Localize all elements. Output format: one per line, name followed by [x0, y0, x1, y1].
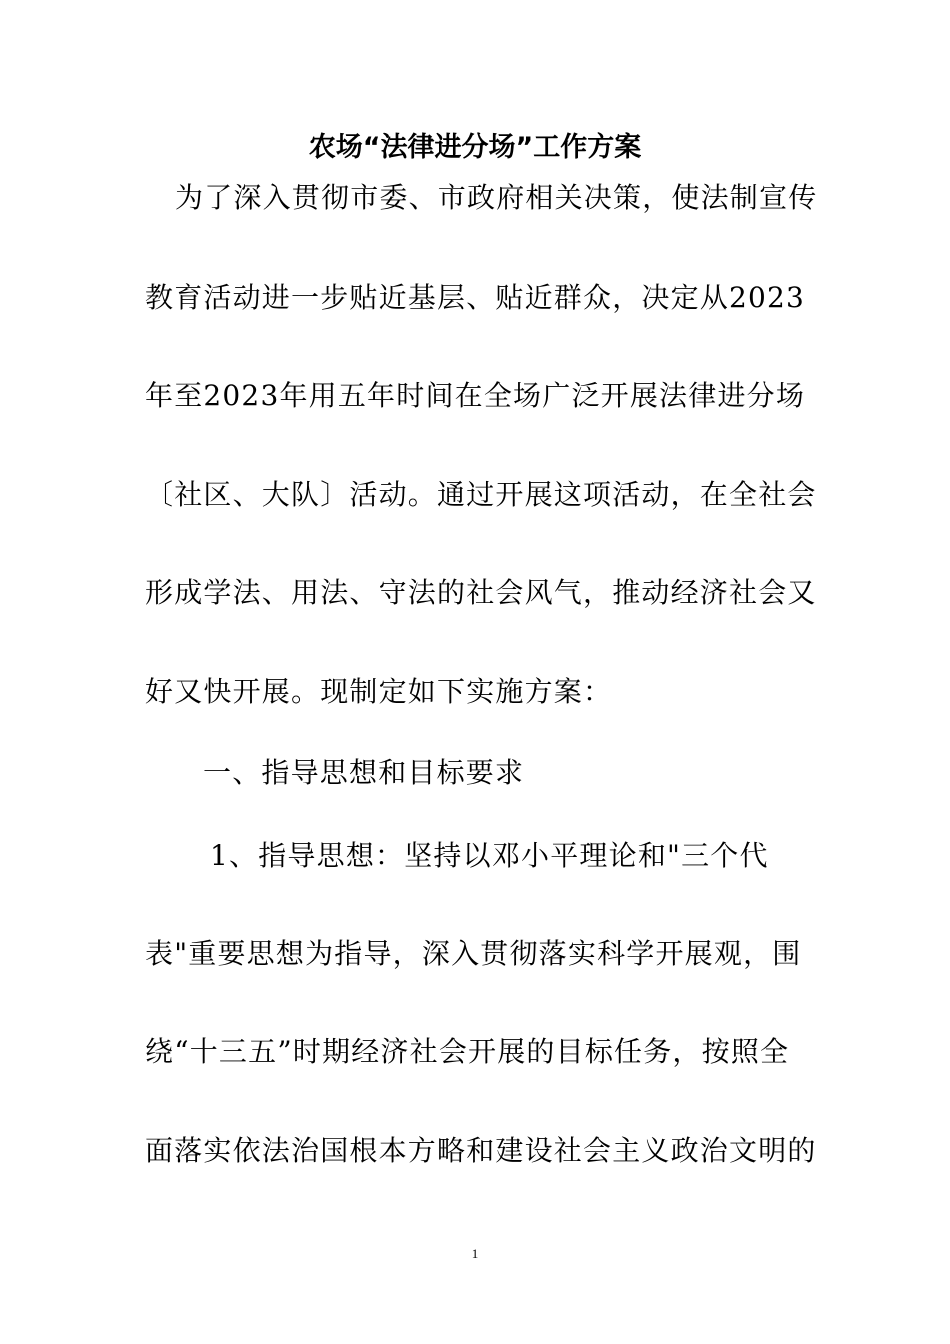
paragraph-line: 年至2023年用五年时间在全场广泛开展法律进分场: [145, 379, 806, 412]
document-title: 农场“法律进分场”工作方案: [308, 132, 642, 163]
paragraph-line: 表"重要思想为指导，深入贯彻落实科学开展观，围: [145, 937, 802, 970]
paragraph-line: 面落实依法治国根本方略和建设社会主义政治文明的: [145, 1134, 817, 1167]
page-number: 1: [471, 1246, 479, 1261]
paragraph-line: 1、指导思想：坚持以邓小平理论和"三个代: [210, 839, 769, 872]
paragraph-line: 好又快开展。现制定如下实施方案：: [145, 675, 613, 708]
paragraph-line: 教育活动进一步贴近基层、贴近群众，决定从2023: [145, 281, 806, 314]
paragraph-line: 形成学法、用法、守法的社会风气，推动经济社会又: [145, 576, 817, 609]
paragraph-line: 为了深入贯彻市委、市政府相关决策，使法制宣传: [175, 181, 818, 214]
paragraph-line: 绕“十三五”时期经济社会开展的目标任务，按照全: [145, 1035, 790, 1068]
section-heading: 一、指导思想和目标要求: [203, 756, 525, 789]
paragraph-line: 〔社区、大队〕活动。通过开展这项活动，在全社会: [145, 478, 817, 511]
